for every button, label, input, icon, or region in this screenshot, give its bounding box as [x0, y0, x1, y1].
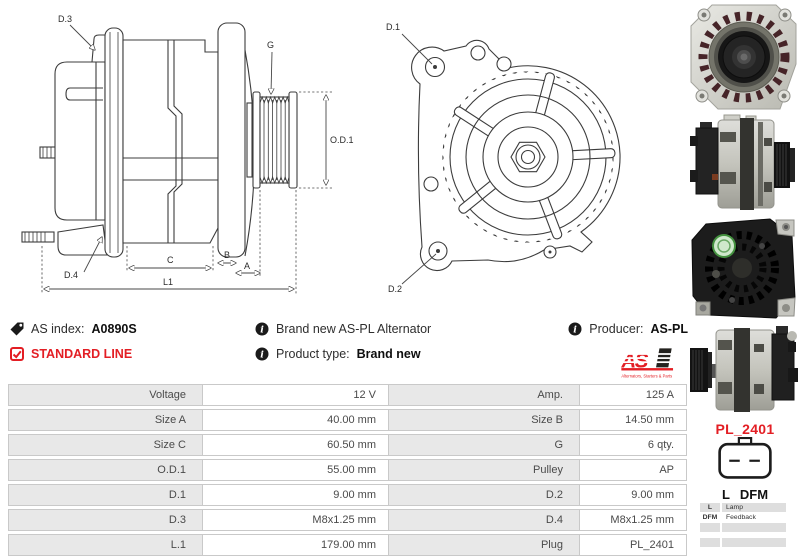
product-type-value: Brand new	[356, 347, 421, 361]
producer-label: Producer:	[589, 322, 644, 336]
spec-row	[8, 434, 687, 456]
spec-label-cell: D.3	[8, 509, 203, 531]
dim-label-d2: D.2	[388, 284, 403, 294]
product-type-label: Product type:	[276, 347, 350, 361]
plug-legend-table	[700, 503, 786, 548]
alternator-side2-photo	[688, 324, 800, 414]
pin-l-label: L	[721, 487, 730, 502]
spec-label-cell: O.D.1	[8, 459, 203, 481]
standard-line-label: STANDARD LINE	[31, 347, 133, 361]
spec-value-cell: 9.00 mm	[580, 484, 687, 506]
spec-label-cell: Size C	[8, 434, 203, 456]
spec-label-cell: G	[389, 434, 580, 456]
legend-value: Feedback	[726, 514, 756, 521]
legend-value: Lamp	[722, 503, 786, 512]
spec-label-cell: Voltage	[8, 384, 203, 406]
plug-connector-diagram	[717, 437, 773, 481]
as-index-label: AS index:	[31, 322, 85, 336]
spec-value-cell: AP	[580, 459, 687, 481]
spec-row	[8, 509, 687, 531]
plug-block	[690, 421, 800, 502]
front-view-technical-drawing	[368, 4, 668, 304]
alternator-rear-photo	[688, 216, 800, 322]
spec-label-cell: Size B	[389, 409, 580, 431]
product-type-row	[255, 347, 431, 361]
legend-key: L	[700, 503, 720, 512]
svg-text:i: i	[260, 349, 264, 361]
as-pl-logo	[620, 347, 688, 381]
dim-label-b: B	[224, 250, 231, 260]
spec-table	[8, 381, 687, 556]
checkbox-check-icon	[10, 347, 24, 361]
info-column-left	[10, 322, 137, 372]
info-column-middle	[255, 322, 431, 372]
plug-pin-labels	[690, 487, 800, 502]
spec-label-cell: Size A	[8, 409, 203, 431]
spec-value-cell: M8x1.25 mm	[203, 509, 389, 531]
spec-value-cell: 14.50 mm	[580, 409, 687, 431]
info-icon	[255, 347, 269, 361]
legend-row-empty	[700, 538, 786, 547]
legend-row	[700, 513, 786, 522]
spec-row	[8, 484, 687, 506]
spec-label-cell: L.1	[8, 534, 203, 556]
as-index-row	[10, 322, 137, 336]
brand-new-row	[255, 322, 431, 336]
spec-label-cell: D.1	[8, 484, 203, 506]
brand-new-text: Brand new AS-PL Alternator	[276, 322, 432, 336]
spec-row	[8, 534, 687, 556]
pin-dfm-label: DFM	[739, 487, 769, 502]
spec-row	[8, 384, 687, 406]
spec-value-cell: 6 qty.	[580, 434, 687, 456]
alternator-side-photo	[688, 112, 800, 216]
spec-value-cell: 9.00 mm	[203, 484, 389, 506]
producer-row	[568, 322, 688, 336]
legend-row	[700, 503, 786, 512]
as-index-value: A0890S	[91, 322, 137, 336]
spec-value-cell: PL_2401	[580, 534, 687, 556]
producer-value: AS-PL	[650, 322, 688, 336]
dim-label-d3: D.3	[58, 14, 73, 24]
spec-row	[8, 459, 687, 481]
spec-value-cell: 55.00 mm	[203, 459, 389, 481]
spec-label-cell: Pulley	[389, 459, 580, 481]
dim-label-d1: D.1	[386, 22, 401, 32]
alternator-front-photo	[688, 2, 800, 112]
dim-label-l1: L1	[163, 277, 174, 287]
info-icon	[255, 322, 269, 336]
spec-label-cell: D.4	[389, 509, 580, 531]
spec-value-cell: 40.00 mm	[203, 409, 389, 431]
spec-row	[8, 409, 687, 431]
plug-code: PL_2401	[715, 421, 775, 437]
info-icon	[568, 322, 582, 336]
svg-text:i: i	[573, 324, 578, 336]
spec-value-cell: 179.00 mm	[203, 534, 389, 556]
dim-label-c: C	[167, 255, 174, 265]
standard-line-row	[10, 347, 137, 361]
info-column-right	[500, 322, 688, 381]
spec-label-cell: D.2	[389, 484, 580, 506]
legend-key: DFM	[702, 514, 718, 521]
spec-value-cell: M8x1.25 mm	[580, 509, 687, 531]
dim-label-g: G	[267, 40, 275, 50]
spec-value-cell: 60.50 mm	[203, 434, 389, 456]
tag-icon	[10, 322, 24, 336]
legend-row-empty	[700, 523, 786, 532]
dim-label-od1: O.D.1	[330, 135, 354, 145]
spec-label-cell: Plug	[389, 534, 580, 556]
side-view-technical-drawing	[8, 8, 356, 298]
svg-text:i: i	[260, 324, 264, 336]
logo-tagline: Alternators, Starters & Parts	[621, 373, 673, 379]
spec-label-cell: Amp.	[389, 384, 580, 406]
dim-label-a: A	[244, 261, 251, 271]
spec-value-cell: 12 V	[203, 384, 389, 406]
dim-label-d4: D.4	[64, 270, 79, 280]
spec-value-cell: 125 A	[580, 384, 687, 406]
